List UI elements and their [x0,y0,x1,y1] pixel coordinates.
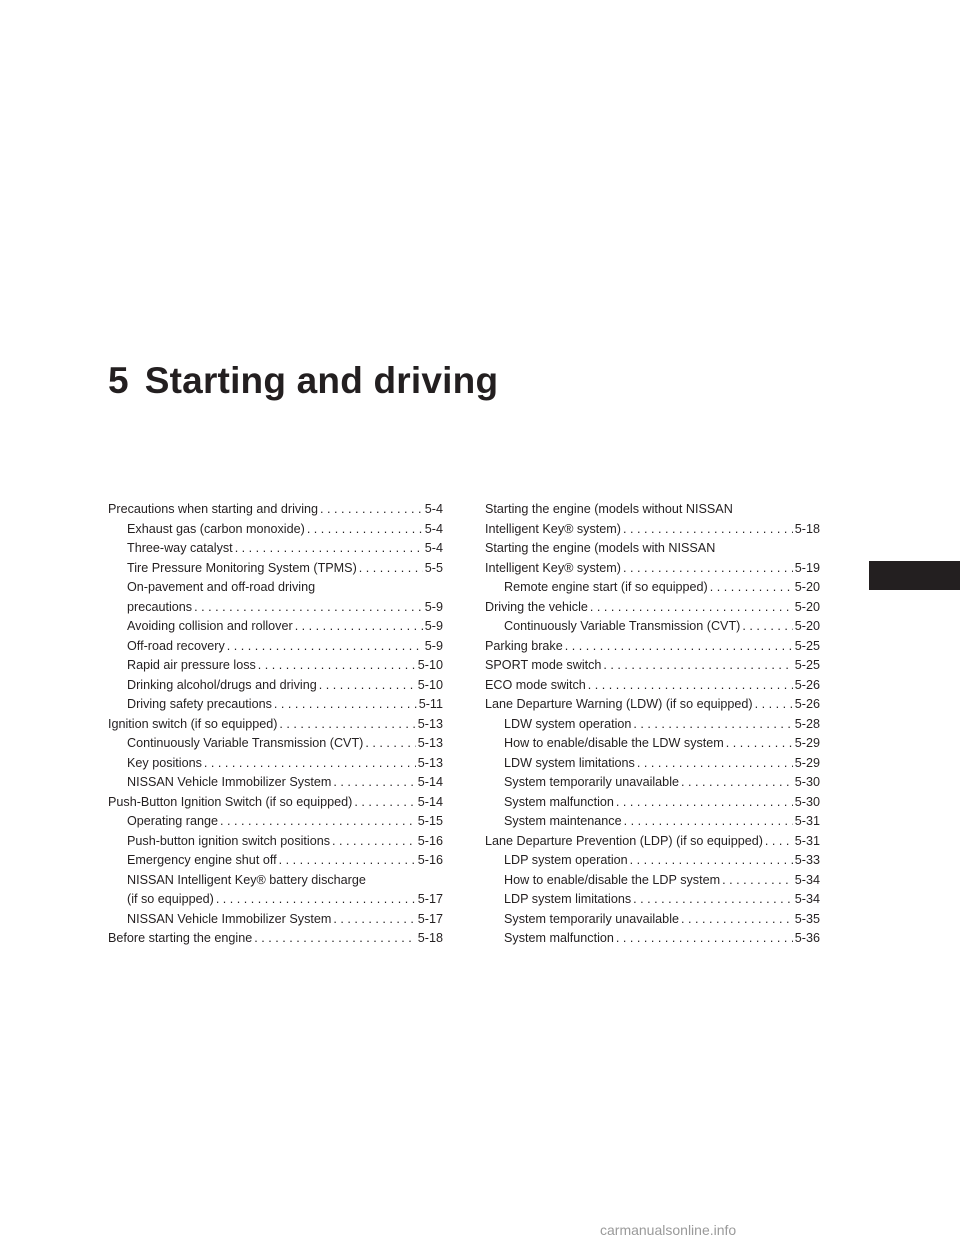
dot-leader [630,851,793,871]
dot-leader [710,578,793,598]
toc-page-number: 5-25 [794,658,820,672]
toc-page-number: 5-14 [417,794,443,809]
toc-page-number: 5-13 [417,755,443,770]
toc-entry[interactable] [108,851,443,871]
toc-entry-title: ECO mode switch [485,677,586,692]
dot-leader [624,812,793,832]
toc-page-number: 5-29 [794,736,820,750]
toc-entry-title: How to enable/disable the LDP system [504,872,721,887]
toc-page-number: 5-18 [417,931,443,945]
toc-page-number: 5-16 [417,833,443,848]
dot-leader [681,773,793,793]
toc-page-number: 5-35 [794,911,820,926]
toc-entry-title: How to enable/disable the LDW system [504,736,724,750]
toc-entry-title: NISSAN Vehicle Immobilizer System [127,911,332,926]
toc-entry-title: Continuously Variable Transmission (CVT) [504,619,741,633]
chapter-name: Starting and driving [144,360,499,401]
toc-entry-title: Push-button ignition switch positions [127,833,331,848]
dot-leader [320,500,423,520]
chapter-number: 5 [108,360,129,401]
toc-page-number: 5-19 [794,560,820,575]
toc-entry-title: System temporarily unavailable [504,775,679,789]
toc-entry-title: System malfunction [504,794,614,809]
toc-page-number: 5-20 [794,619,820,633]
toc-entry[interactable] [108,832,443,852]
toc-entry-title: precautions [127,599,193,614]
toc-page-number: 5-28 [794,716,820,731]
toc-entry[interactable] [485,734,820,754]
dot-leader [279,851,416,871]
toc-entry-title: Before starting the engine [108,931,253,945]
toc-entry[interactable] [485,539,820,578]
dot-leader [194,598,423,618]
dot-leader [616,793,793,813]
dot-leader [295,617,423,637]
toc-entry-title: Operating range [127,814,219,828]
toc-entry[interactable] [108,656,443,676]
toc-entry[interactable] [485,773,820,793]
toc-entry-title: NISSAN Intelligent Key® battery discharge [127,872,366,887]
toc-page-number: 5-30 [794,794,820,809]
toc-page-number: 5-14 [417,775,443,789]
toc-page-number: 5-30 [794,775,820,789]
dot-leader [603,656,792,676]
toc-page-number: 5-20 [794,580,820,594]
toc-page-number: 5-4 [424,502,443,516]
toc-page-number: 5-25 [794,638,820,653]
toc-entry[interactable] [485,715,820,735]
toc-entry[interactable] [108,929,443,949]
dot-leader [216,890,416,910]
toc-page-number: 5-5 [424,560,443,575]
toc-entry-title: (if so equipped) [127,892,214,906]
toc-entry-title: Lane Departure Warning (LDW) (if so equipped) [485,697,753,711]
toc-entry-title: Three-way catalyst [127,541,233,555]
toc-entry-title: System malfunction [504,931,614,945]
toc-entry-title: SPORT mode switch [485,658,602,672]
toc-entry-title: Precautions when starting and driving [108,502,319,516]
toc-entry[interactable] [108,539,443,559]
toc-entry-title: Continuously Variable Transmission (CVT) [127,736,364,750]
toc-entry[interactable] [485,793,820,813]
toc-entry-title: LDP system limitations [504,892,632,906]
toc-entry[interactable] [108,715,443,735]
watermark: carmanualsonline.info [600,1222,737,1238]
toc-page-number: 5-26 [794,697,820,711]
toc-left-column [108,500,443,949]
dot-leader [742,617,792,637]
toc-page-number: 5-29 [794,755,820,770]
toc-entry-title: LDP system operation [504,853,628,867]
toc-entry-title: NISSAN Vehicle Immobilizer System [127,775,332,789]
toc-page-number: 5-16 [417,853,443,867]
toc-page-number: 5-10 [417,677,443,692]
toc-entry[interactable] [108,754,443,774]
toc-page-number: 5-9 [424,638,443,653]
dot-leader [765,832,793,852]
toc-entry[interactable] [485,617,820,637]
dot-leader [365,734,415,754]
toc-entry-title: Ignition switch (if so equipped) [108,716,278,731]
toc-entry[interactable] [485,637,820,657]
toc-page-number: 5-4 [424,521,443,536]
dot-leader [633,890,793,910]
toc-entry-title: Lane Departure Prevention (LDP) (if so equipped) [485,833,763,848]
toc-page-number: 5-10 [417,658,443,672]
toc-entry[interactable] [108,676,443,696]
toc-entry[interactable] [485,812,820,832]
toc-page-number: 5-18 [794,521,820,536]
toc-page-number: 5-20 [794,599,820,614]
toc-entry[interactable] [108,617,443,637]
dot-leader [565,637,793,657]
dot-leader [333,773,415,793]
dot-leader [588,676,793,696]
toc-page-number: 5-34 [794,892,820,906]
toc-entry[interactable] [108,695,443,715]
toc-entry[interactable] [485,578,820,598]
toc-page-number: 5-17 [417,892,443,906]
toc-entry-title: Intelligent Key® system) [485,560,621,575]
dot-leader [307,520,423,540]
dot-leader [616,929,793,949]
toc-entry[interactable] [108,812,443,832]
toc-entry[interactable] [485,500,820,539]
toc-entry[interactable] [108,734,443,754]
dot-leader [637,754,793,774]
toc-entry-title: On-pavement and off-road driving [127,580,316,594]
toc-entry[interactable] [108,793,443,813]
toc-entry-title: Drinking alcohol/drugs and driving [127,677,317,692]
toc-entry-title: LDW system operation [504,716,632,731]
toc-entry-title: System temporarily unavailable [504,911,679,926]
toc-entry[interactable] [108,871,443,910]
dot-leader [319,676,416,696]
toc-page-number: 5-26 [794,677,820,692]
toc-page-number: 5-31 [794,814,820,828]
dot-leader [279,715,415,735]
dot-leader [258,656,416,676]
toc-entry-title: Avoiding collision and rollover [127,619,293,633]
toc-entry-title: Intelligent Key® system) [485,521,621,536]
toc-page-number: 5-17 [417,911,443,926]
chapter-title [108,360,498,402]
dot-leader [254,929,416,949]
toc-entry-title: Off-road recovery [127,638,225,653]
dot-leader [722,871,793,891]
dot-leader [681,910,793,930]
toc-right-column [485,500,820,949]
toc-entry-title: Parking brake [485,638,563,653]
toc-entry-title: Key positions [127,755,202,770]
dot-leader [354,793,415,813]
dot-leader [220,812,416,832]
toc-page-number: 5-9 [424,599,443,614]
dot-leader [227,637,423,657]
dot-leader [623,559,793,579]
toc-entry-title: Tire Pressure Monitoring System (TPMS) [127,560,357,575]
toc-page-number: 5-34 [794,872,820,887]
dot-leader [274,695,417,715]
toc-entry-title: Remote engine start (if so equipped) [504,580,708,594]
dot-leader [726,734,793,754]
toc-entry[interactable] [485,695,820,715]
toc-entry[interactable] [485,871,820,891]
toc-entry[interactable] [485,598,820,618]
toc-entry-title: Exhaust gas (carbon monoxide) [127,521,305,536]
toc-entry[interactable] [485,929,820,949]
dot-leader [590,598,793,618]
toc-entry[interactable] [485,910,820,930]
dot-leader [623,520,793,540]
toc-page-number: 5-11 [418,697,443,711]
toc-page-number: 5-33 [794,853,820,867]
toc-page-number: 5-4 [424,541,443,555]
toc-entry[interactable] [108,773,443,793]
toc-page-number: 5-9 [424,619,443,633]
dot-leader [332,832,416,852]
toc-entry-title: Driving the vehicle [485,599,588,614]
toc-entry-title: Driving safety precautions [127,697,272,711]
toc-entry-title: Starting the engine (models with NISSAN [485,541,716,555]
dot-leader [755,695,793,715]
toc-entry[interactable] [485,656,820,676]
toc-entry-title: Push-Button Ignition Switch (if so equipped) [108,794,353,809]
toc-page-number: 5-36 [794,931,820,945]
toc-page-number: 5-13 [417,736,443,750]
chapter-tab-marker [869,561,960,590]
toc-entry[interactable] [108,500,443,520]
toc-entry[interactable] [485,754,820,774]
toc-entry-title: LDW system limitations [504,755,635,770]
toc-entry[interactable] [485,851,820,871]
toc-entry-title: Starting the engine (models without NISSAN [485,502,733,516]
toc-entry-title: Rapid air pressure loss [127,658,256,672]
toc-entry[interactable] [108,578,443,617]
toc-page-number: 5-31 [794,833,820,848]
toc-page-number: 5-13 [417,716,443,731]
toc-page-number: 5-15 [417,814,443,828]
dot-leader [333,910,415,930]
toc-entry-title: Emergency engine shut off [127,853,277,867]
toc-entry[interactable] [108,559,443,579]
toc-entry[interactable] [485,676,820,696]
toc-entry[interactable] [108,910,443,930]
toc-entry[interactable] [108,520,443,540]
toc-entry[interactable] [108,637,443,657]
dot-leader [359,559,423,579]
toc-entry-title: System maintenance [504,814,622,828]
dot-leader [204,754,416,774]
toc-entry[interactable] [485,832,820,852]
dot-leader [235,539,423,559]
dot-leader [633,715,792,735]
toc-entry[interactable] [485,890,820,910]
